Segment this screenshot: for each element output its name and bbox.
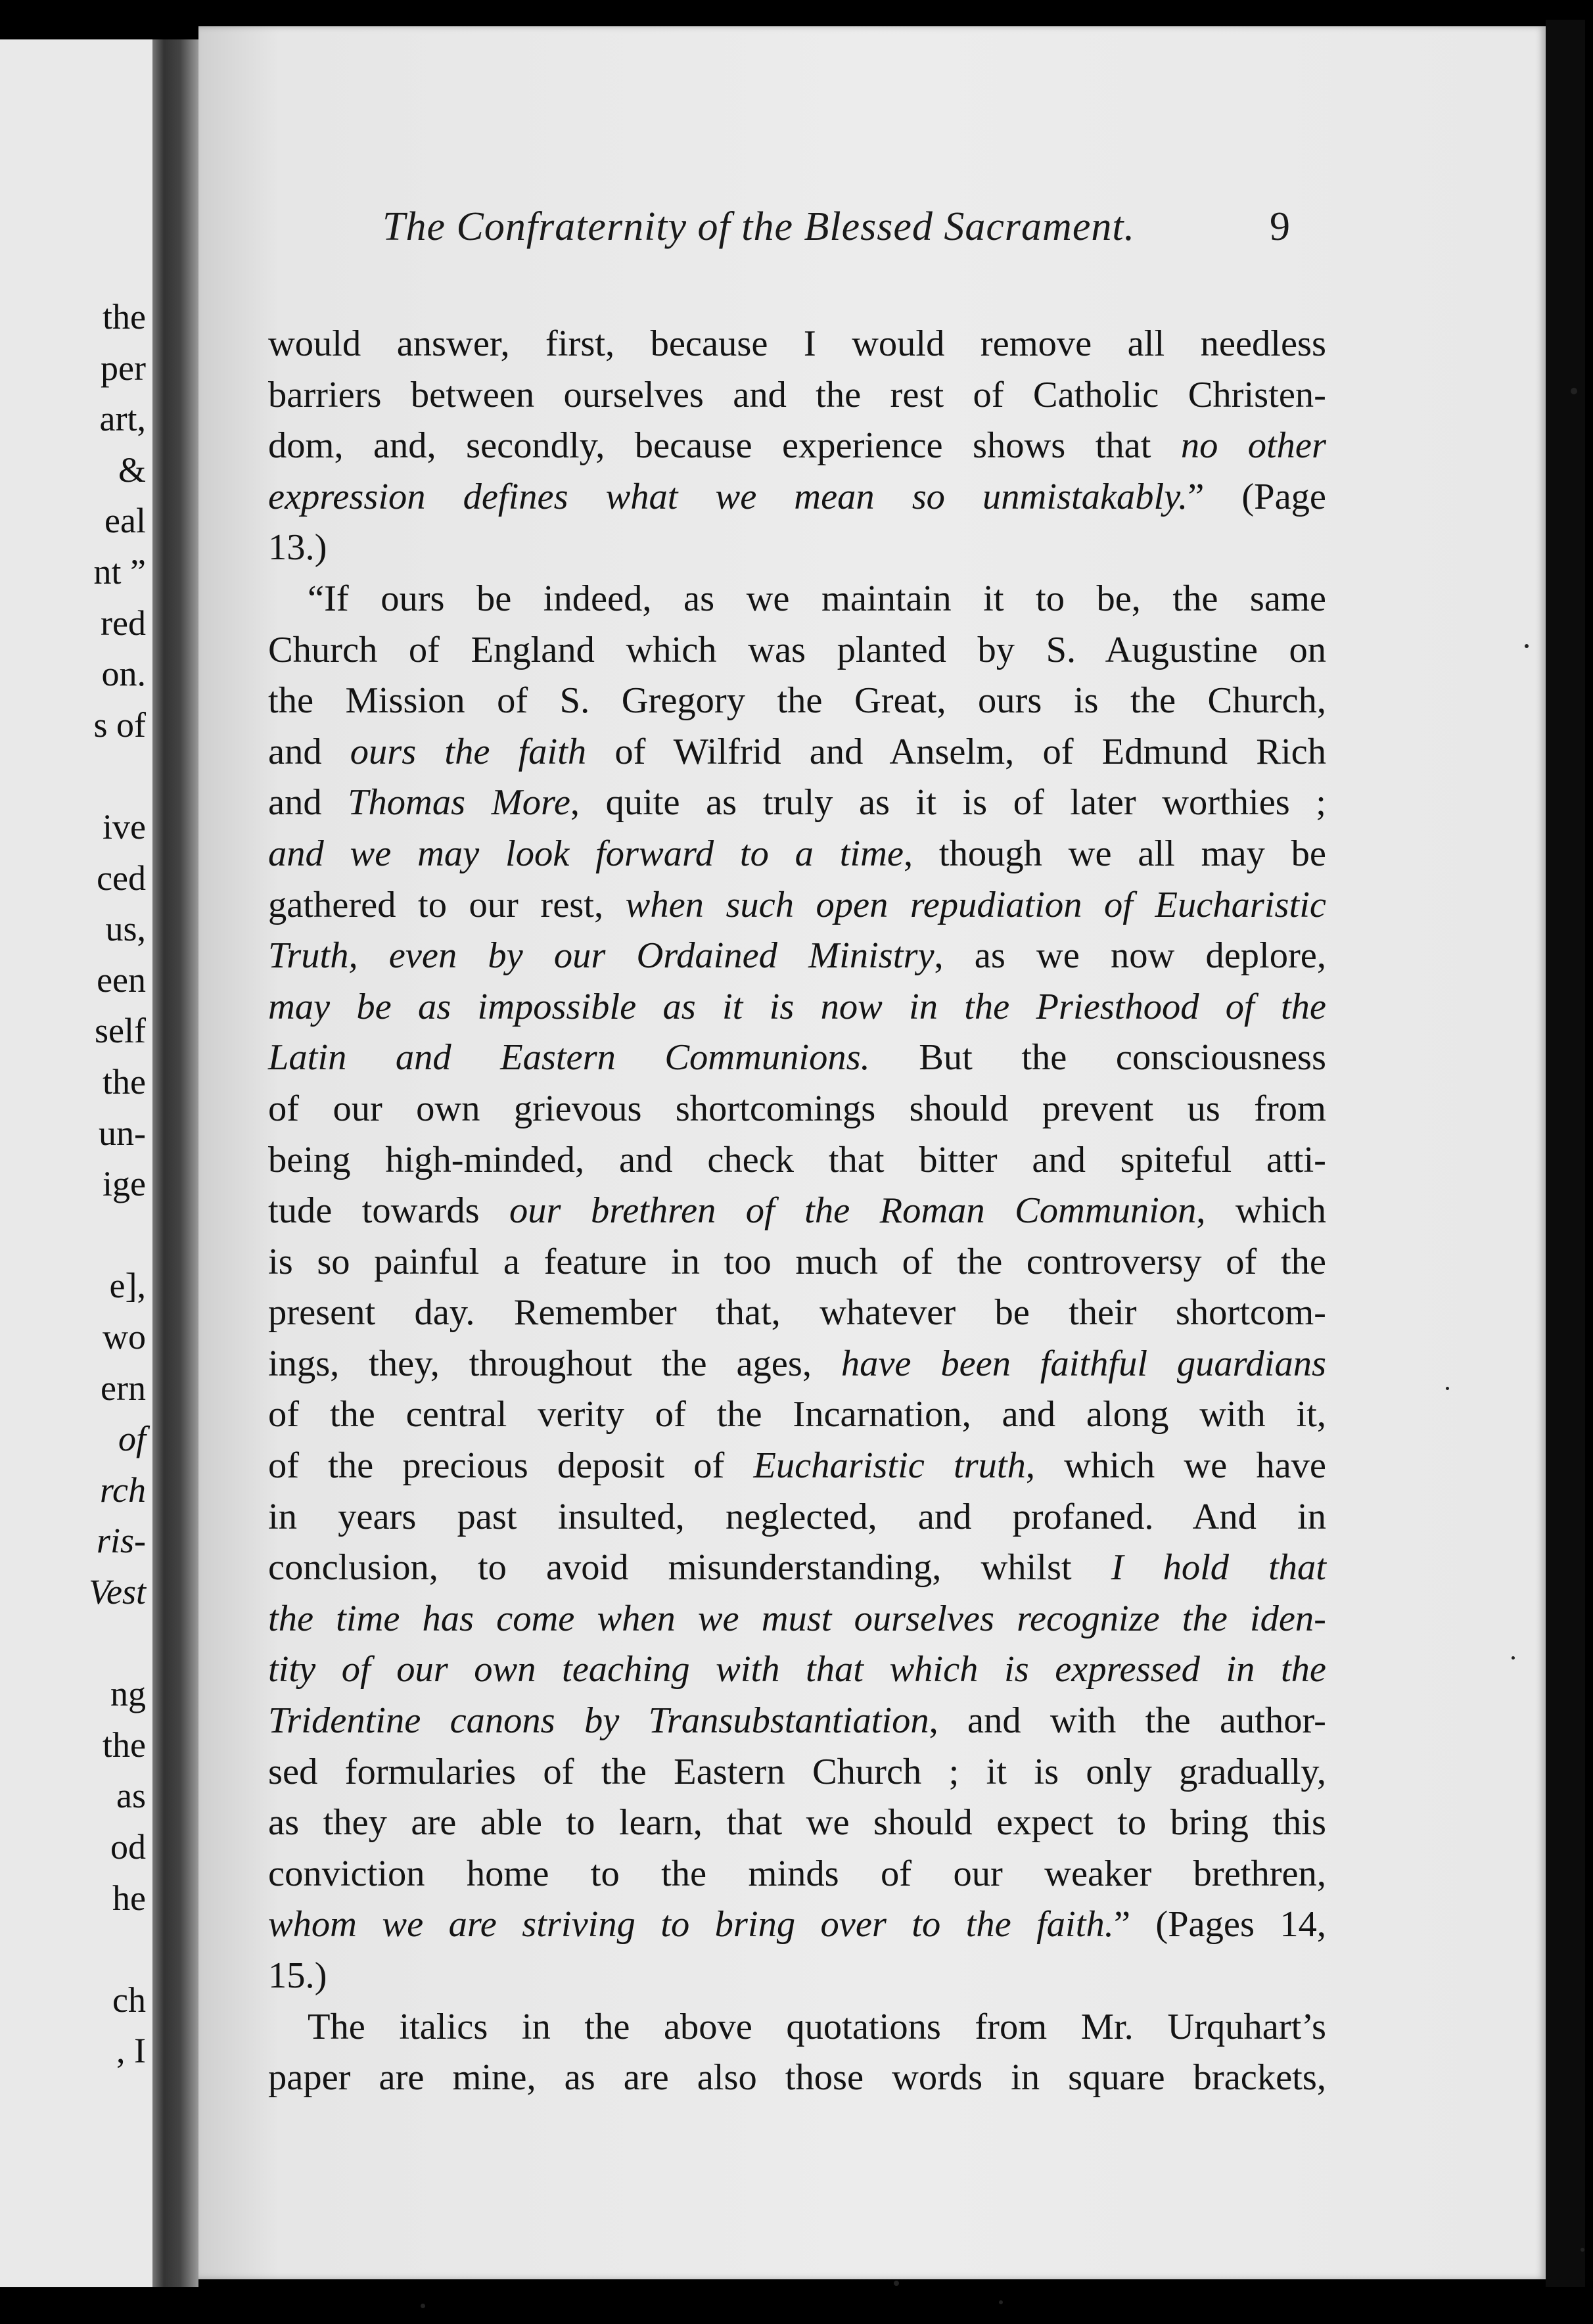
text-segment: being high-minded, and check that bitter and spiteful atti- (268, 1139, 1326, 1180)
text-line (268, 1135, 1326, 1186)
left-page-fragment-line: he (112, 1878, 146, 1918)
scan-speck (421, 2304, 425, 2308)
running-head (198, 204, 1513, 269)
text-line (268, 1389, 1326, 1441)
running-title: The Confraternity of the Blessed Sacrament. (382, 204, 1136, 249)
text-line (268, 1951, 1326, 2002)
text-line (268, 625, 1326, 676)
italic-text-segment: Thomas More (348, 782, 570, 824)
left-page-fragment-line: ris- (96, 1521, 146, 1561)
scan-speck (999, 2300, 1003, 2304)
text-segment: sed formularies of the Eastern Church ; it is only gradually, (268, 1751, 1326, 1792)
page-number: 9 (1270, 204, 1290, 249)
left-page-fragment-line: nt ” (93, 552, 146, 592)
text-segment: is so painful a feature in too much of the controversy of the (268, 1241, 1326, 1282)
text-line (268, 319, 1326, 370)
italic-text-segment: the time has come when we must ourselves recognize the iden- (268, 1598, 1326, 1639)
left-page-fragment-line: self (95, 1011, 146, 1051)
scan-speck (1581, 2248, 1584, 2252)
right-border-shadow (1546, 20, 1585, 2287)
left-page-fragment-line: wo (103, 1317, 146, 1357)
left-page-fragment-line: een (97, 960, 146, 1000)
text-segment: The italics in the above quotations from Mr. Urquhart’s (308, 2006, 1326, 2047)
text-line (268, 727, 1326, 778)
text-segment: But the consciousness (869, 1037, 1326, 1079)
text-segment: , which we have (1025, 1445, 1326, 1487)
text-segment: in years past insulted, neglected, and profaned. And in (268, 1496, 1326, 1537)
text-segment: as they are able to learn, that we should expect to bring this (268, 1802, 1326, 1844)
left-page-fragment-line: , I (116, 2031, 146, 2071)
text-line (268, 1798, 1326, 1849)
left-page-fragment-line: eal (104, 501, 146, 541)
text-segment: , and with the author- (929, 1700, 1326, 1742)
text-segment: ” (Pages 14, (1113, 1904, 1326, 1945)
text-segment: gathered to our rest, (268, 884, 626, 925)
text-line (268, 1899, 1326, 1951)
scan-speck (894, 2281, 899, 2286)
left-page-fragment-line: od (110, 1827, 146, 1867)
italic-text-segment: no other (1180, 425, 1326, 467)
left-page-fragment-line: art, (99, 399, 146, 439)
italic-text-segment: I hold that (1111, 1547, 1326, 1589)
text-segment: , as we now deplore, (934, 935, 1326, 977)
text-segment: conviction home to the minds of our weaker brethren, (268, 1853, 1326, 1894)
text-segment: would answer, first, because I would remove all needless (268, 323, 1326, 364)
text-line (268, 1084, 1326, 1135)
italic-text-segment: ours the faith (350, 731, 587, 772)
left-page-fragment-line: red (101, 603, 146, 643)
text-line (268, 931, 1326, 982)
text-segment: and (268, 731, 350, 772)
italic-text-segment: Eucharistic truth (753, 1445, 1026, 1487)
left-page-fragment-line: ng (110, 1674, 146, 1714)
text-line (268, 778, 1326, 829)
text-segment: Church of England which was planted by S. Augustine on (268, 629, 1326, 670)
text-line (268, 1644, 1326, 1696)
text-segment: barriers between ourselves and the rest of Catholic Christen- (268, 374, 1326, 415)
text-line (268, 370, 1326, 421)
left-page-fragment-line: & (118, 450, 146, 490)
text-line (268, 1033, 1326, 1084)
italic-text-segment: Truth, even by our Ordained Ministry (268, 935, 935, 977)
text-line (268, 1492, 1326, 1543)
text-line (268, 982, 1326, 1033)
left-page-fragment-line: the (103, 1062, 146, 1102)
left-page-fragment-line: the (103, 297, 146, 337)
text-segment: 15.) (268, 1955, 327, 1996)
text-line (268, 574, 1326, 625)
left-page-fragment-line: of (118, 1419, 146, 1459)
left-page-fragment-line: ch (112, 1980, 146, 2020)
text-line (268, 1237, 1326, 1288)
text-segment: present day. Remember that, whatever be their shortcom- (268, 1292, 1326, 1334)
body-text (268, 319, 1326, 2104)
text-segment: of our own grievous shortcomings should prevent us from (268, 1088, 1326, 1129)
scan-speck (1512, 1656, 1515, 1660)
italic-text-segment: tity of our own teaching with that which is expressed in the (268, 1649, 1326, 1690)
text-segment: , though we all may be (903, 833, 1326, 874)
italic-text-segment: have been faithful guardians (841, 1343, 1326, 1384)
italic-text-segment: Tridentine canons by Transubstantiation (268, 1700, 929, 1742)
italic-text-segment: whom we are striving to bring over to the faith. (268, 1904, 1114, 1945)
text-segment: “If ours be indeed, as we maintain it to be, the same (308, 578, 1326, 619)
left-page-text-fragments (0, 39, 152, 2287)
text-line (268, 829, 1326, 880)
left-page-fragment-line: per (101, 348, 146, 388)
text-line (268, 1339, 1326, 1390)
italic-text-segment: our brethren of the Roman Communion (509, 1190, 1197, 1232)
text-segment: the Mission of S. Gregory the Great, ours is the Church, (268, 680, 1326, 722)
right-page (198, 26, 1546, 2279)
left-page-fragment-line: e], (109, 1266, 146, 1306)
left-page-fragment-line: on. (101, 654, 146, 694)
text-segment: dom, and, secondly, because experience shows that (268, 425, 1181, 467)
text-line (268, 2053, 1326, 2104)
italic-text-segment: and we may look forward to a time (268, 833, 904, 874)
left-page-fragment (0, 39, 152, 2287)
text-segment: , quite as truly as it is of later worthies ; (570, 782, 1327, 824)
text-line (268, 1696, 1326, 1747)
left-page-fragment-line: us, (105, 909, 146, 949)
text-line (268, 1543, 1326, 1594)
text-line (268, 2002, 1326, 2053)
left-page-fragment-line: rch (100, 1470, 146, 1510)
text-line (268, 1849, 1326, 1900)
text-segment: tude towards (268, 1190, 510, 1232)
text-segment: ” (Page (1188, 476, 1326, 517)
book-gutter-shadow (152, 39, 198, 2287)
text-line (268, 1747, 1326, 1798)
left-page-fragment-line: s of (93, 705, 146, 745)
scan-speck (1571, 388, 1577, 394)
text-segment: ings, they, throughout the ages, (268, 1343, 841, 1384)
text-segment: and (268, 782, 348, 824)
scan-speck (1446, 1387, 1449, 1390)
left-page-fragment-line: ige (103, 1164, 146, 1204)
italic-text-segment: may be as impossible as it is now in the Priesthood of the (268, 986, 1326, 1027)
left-page-fragment-line: Vest (89, 1572, 146, 1612)
left-page-fragment-line: un- (99, 1113, 146, 1153)
text-line (268, 472, 1326, 523)
text-segment: of the precious deposit of (268, 1445, 754, 1487)
text-line (268, 1594, 1326, 1645)
text-segment: conclusion, to avoid misunderstanding, whilst (268, 1547, 1111, 1589)
text-segment: of the central verity of the Incarnation, and along with it, (268, 1394, 1326, 1435)
text-line (268, 880, 1326, 931)
left-page-fragment-line: the (103, 1725, 146, 1765)
scan-speck (1525, 644, 1529, 648)
text-segment: , which (1196, 1190, 1326, 1232)
text-line (268, 1186, 1326, 1237)
text-segment: paper are mine, as are also those words in square brackets, (268, 2057, 1326, 2099)
left-page-fragment-line: ern (101, 1368, 146, 1408)
left-page-fragment-line: ive (103, 807, 146, 847)
italic-text-segment: Latin and Eastern Communions. (268, 1037, 870, 1079)
text-line (268, 1441, 1326, 1492)
italic-text-segment: when such open repudiation of Eucharistic (625, 884, 1326, 925)
text-line (268, 421, 1326, 472)
text-line (268, 523, 1326, 574)
text-line (268, 676, 1326, 727)
text-segment: 13.) (268, 527, 327, 569)
text-line (268, 1288, 1326, 1339)
italic-text-segment: expression defines what we mean so unmistakably. (268, 476, 1188, 517)
text-segment: of Wilfrid and Anselm, of Edmund Rich (586, 731, 1327, 772)
left-page-fragment-line: as (116, 1776, 146, 1816)
left-page-fragment-line: ced (97, 858, 146, 898)
